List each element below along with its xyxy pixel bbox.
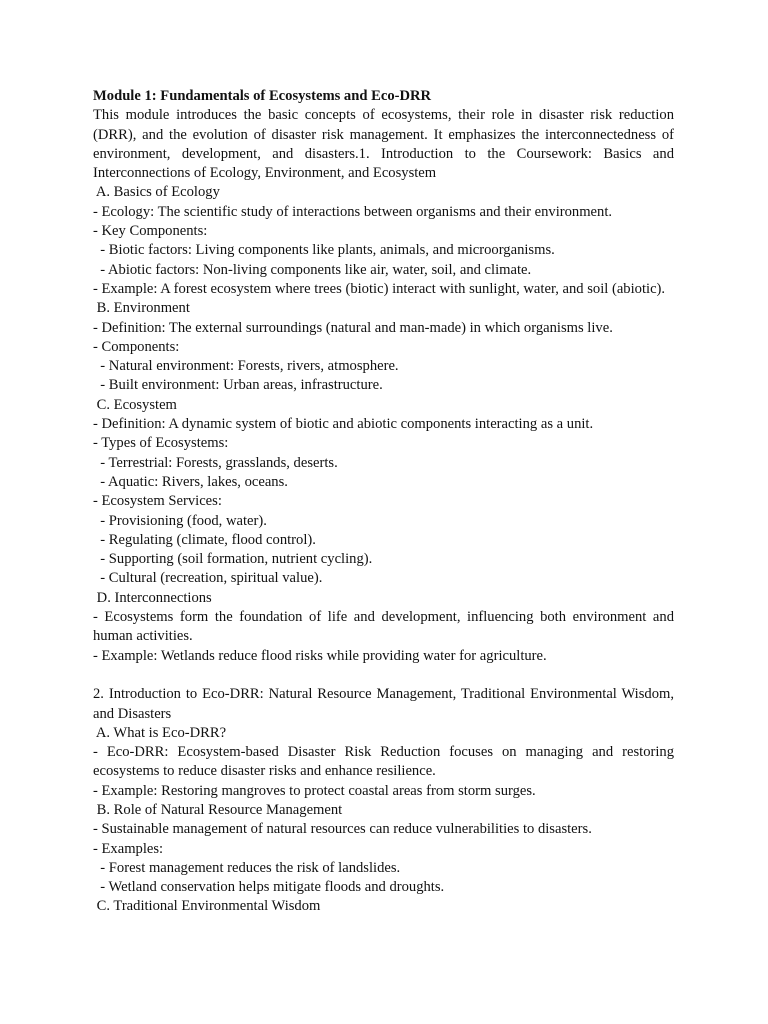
heading-basics-of-ecology: A. Basics of Ecology [93,184,220,201]
heading-traditional-wisdom: C. Traditional Environmental Wisdom [93,898,321,915]
list-item: - Ecosystem Services: [93,493,222,510]
heading-what-is-eco-drr: A. What is Eco-DRR? [93,724,227,741]
list-item: - Regulating (climate, flood control). [93,531,316,548]
list-item: - Components: [93,338,180,355]
list-item: - Supporting (soil formation, nutrient cycling). [93,551,373,568]
intro-paragraph: This module introduces the basic concepts of ecosystems, their role in disaster risk reduction (DRR), and the evolution of disaster risk management. It emphasizes the interconnectedness of environment, development, and disasters.1. Introduction to the Coursework: Basics and Interconnections of Ecology, Environment, and Ecosystem [93,107,674,182]
heading-role-of-nrm: B. Role of Natural Resource Management [93,801,343,818]
list-item: - Ecology: The scientific study of interactions between organisms and their environment. [93,203,613,220]
list-item: - Wetland conservation helps mitigate floods and droughts. [93,879,445,896]
list-item: - Definition: A dynamic system of biotic and abiotic components interacting as a unit. [93,416,594,433]
document-page [93,87,674,917]
list-item: - Cultural (recreation, spiritual value). [93,570,323,587]
list-item: - Example: A forest ecosystem where trees (biotic) interact with sunlight, water, and soil (abiotic). [93,280,666,297]
module-title: Module 1: Fundamentals of Ecosystems and Eco-DRR [93,88,432,104]
heading-ecosystem: C. Ecosystem [93,396,177,413]
list-item: - Definition: The external surroundings (natural and man-made) in which organisms live. [93,319,613,336]
list-item: - Provisioning (food, water). [93,512,267,529]
list-item: - Examples: [93,840,164,857]
list-item: - Example: Wetlands reduce flood risks while providing water for agriculture. [93,647,547,664]
list-item: - Natural environment: Forests, rivers, atmosphere. [93,358,399,375]
list-item: - Aquatic: Rivers, lakes, oceans. [93,473,288,490]
list-item: - Example: Restoring mangroves to protect coastal areas from storm surges. [93,782,536,799]
list-item: - Key Components: [93,223,208,240]
list-item: - Ecosystems form the foundation of life and development, influencing both environment and human activities. [93,609,674,645]
heading-interconnections: D. Interconnections [93,589,212,606]
list-item: - Abiotic factors: Non-living components like air, water, soil, and climate. [93,261,532,278]
paragraph-gap [93,666,674,685]
heading-environment: B. Environment [93,300,190,317]
list-item: - Biotic factors: Living components like plants, animals, and microorganisms. [93,242,555,259]
list-item: - Forest management reduces the risk of landslides. [93,859,401,876]
section-2-heading: 2. Introduction to Eco-DRR: Natural Resource Management, Traditional Environmental Wisdom, and Disasters [93,686,674,722]
list-item: - Sustainable management of natural resources can reduce vulnerabilities to disasters. [93,821,592,838]
list-item: - Terrestrial: Forests, grasslands, deserts. [93,454,338,471]
list-item: - Built environment: Urban areas, infrastructure. [93,377,383,394]
list-item: - Eco-DRR: Ecosystem-based Disaster Risk Reduction focuses on managing and restoring ecosystems to reduce disaster risks and enhance resilience. [93,744,674,780]
list-item: - Types of Ecosystems: [93,435,229,452]
